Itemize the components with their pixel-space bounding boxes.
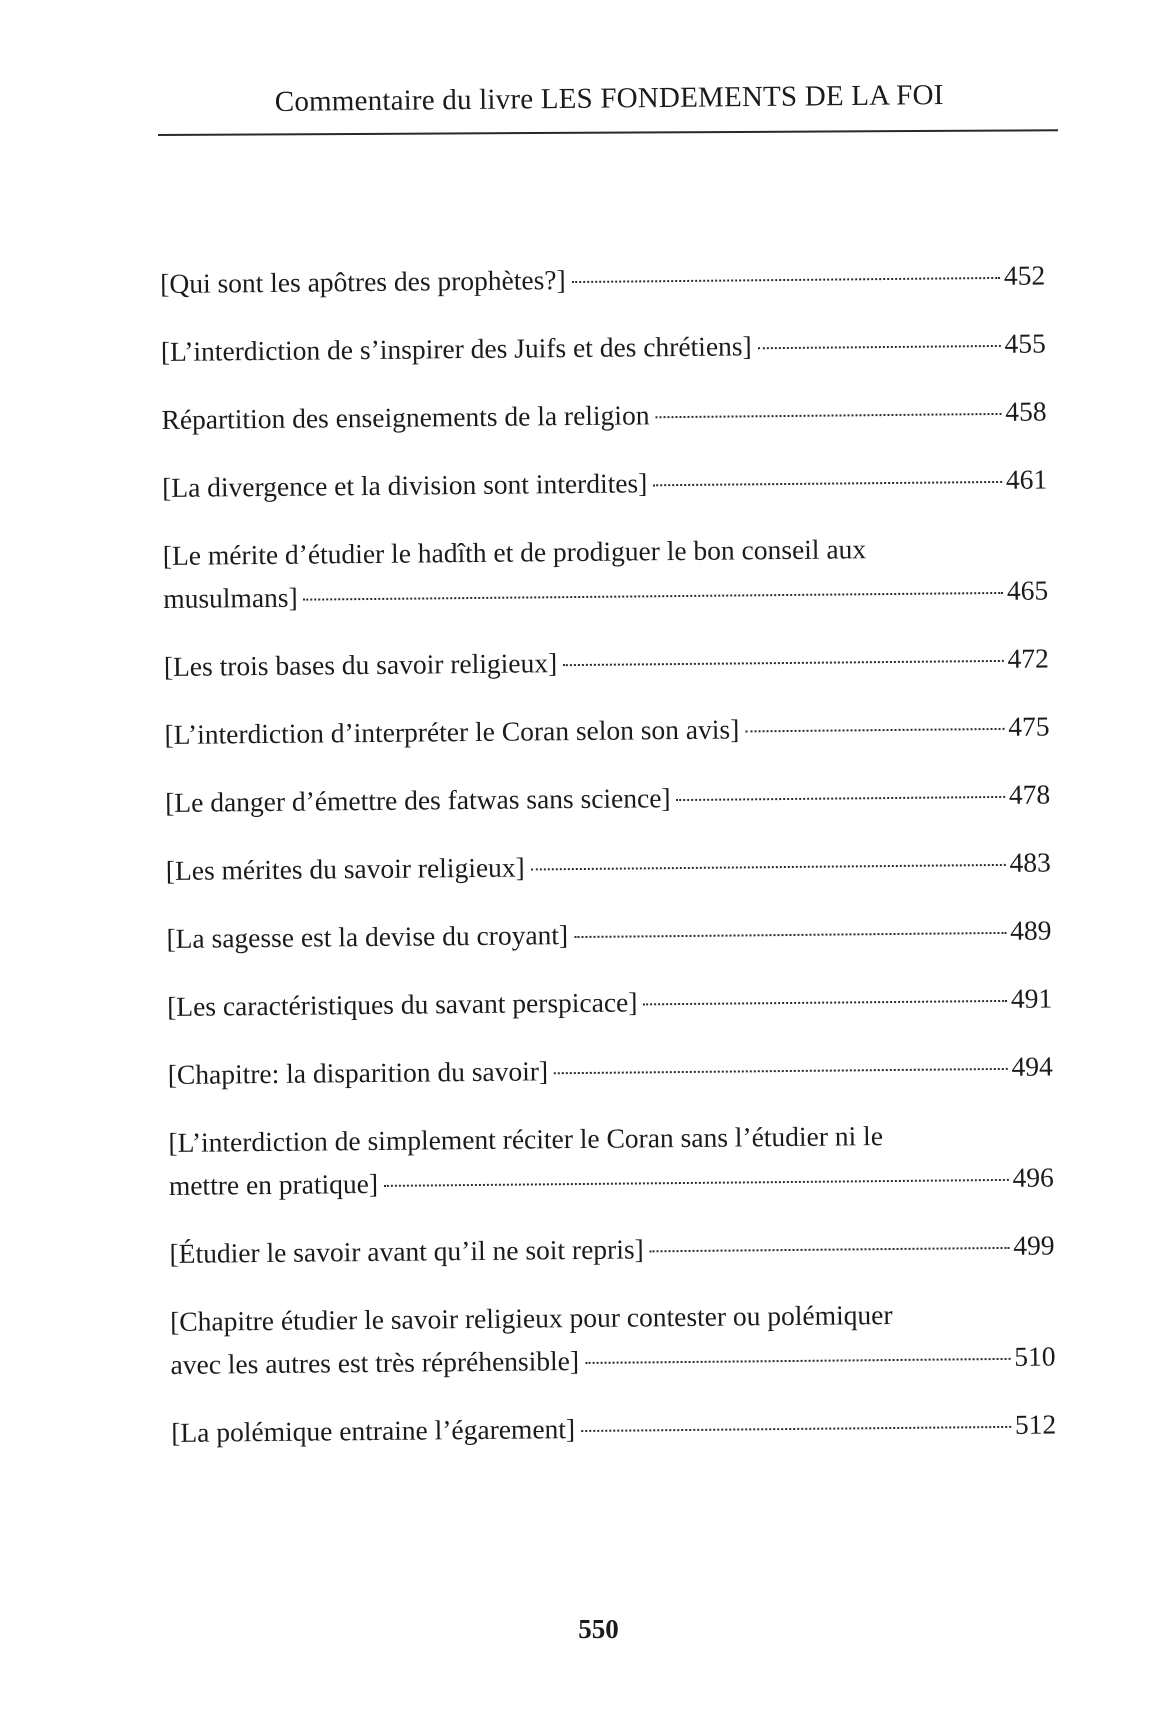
toc-page-number: 510 [1014,1340,1056,1372]
toc-page-number: 499 [1013,1229,1055,1261]
toc-entry [166,840,1051,891]
toc-entry [164,704,1049,755]
toc-entry-title: [L’interdiction de simplement réciter le Coran sans l’étudier ni le [168,1120,884,1158]
dot-leader [384,1179,1009,1187]
toc-entry [168,1044,1053,1095]
toc-entry-title: Répartition des enseignements de la religion [161,399,650,435]
toc-page-number: 483 [1009,846,1051,878]
toc-entry [165,772,1050,823]
toc-entry-title: [Les mérites du savoir religieux] [165,851,525,886]
toc-entry [166,908,1051,959]
toc-page-number: 472 [1007,642,1049,674]
toc-page-number: 496 [1012,1161,1054,1193]
toc-page-number: 478 [1008,778,1051,810]
toc-entry [162,457,1047,508]
dot-leader [758,345,1001,349]
dot-leader [304,592,1003,601]
dot-leader [572,277,1000,283]
dot-leader [563,660,1003,666]
toc-entry [169,1223,1054,1274]
toc-entry [161,389,1046,440]
dot-leader [677,796,1005,801]
toc-entry-title: [La sagesse est la devise du croyant] [166,919,569,954]
toc-entry-title: [Qui sont les apôtres des prophètes?] [160,264,566,299]
dot-leader [531,864,1006,871]
toc-page-number: 494 [1011,1050,1053,1082]
toc-entry [170,1291,1056,1385]
toc-entry-title: [Les trois bases du savoir religieux] [163,647,558,682]
toc-entry-title-continued: avec les autres est très répréhensible] [170,1345,580,1380]
dot-leader [554,1068,1007,1074]
toc-entry [161,322,1046,373]
toc-entry-title-continued: mettre en pratique] [168,1167,379,1201]
toc-page-number: 461 [1005,463,1048,495]
toc-page-number: 452 [1003,259,1046,291]
dot-leader [574,932,1006,938]
toc-page-number: 458 [1005,395,1047,427]
toc-page-number: 455 [1004,327,1046,359]
dot-leader [650,1247,1010,1252]
dot-leader [585,1358,1010,1364]
toc-entry-title: [La polémique entraine l’égarement] [171,1413,576,1448]
toc-entry-title: [L’interdiction d’interpréter le Coran selon son avis] [164,713,740,750]
toc-entry-title: [L’interdiction de s’inspirer des Juifs et des chrétiens] [160,330,752,367]
dot-leader [581,1426,1011,1432]
toc-page-number: 475 [1008,710,1050,742]
toc-entry-title: [La divergence et la division sont interdites] [162,467,648,503]
header-rule [158,129,1058,136]
toc-entry-title: [Étudier le savoir avant qu’il ne soit repris] [169,1233,644,1269]
toc-entry-title: [Chapitre: la disparition du savoir] [167,1055,549,1090]
toc-page-number: 512 [1014,1408,1057,1440]
toc-entry-title: [Le danger d’émettre des fatwas sans science] [165,782,671,818]
page-number: 550 [578,1614,619,1644]
toc-entry-title: [Chapitre étudier le savoir religieux pour contester ou polémiquer [170,1299,893,1337]
toc-entry-title: [Les caractéristiques du savant perspicace] [166,986,638,1022]
toc-entry [160,254,1045,305]
toc-page-number: 491 [1010,982,1053,1014]
dot-leader [643,1000,1006,1005]
toc-page-number: 465 [1006,574,1049,606]
toc-entry [164,636,1049,687]
dot-leader [653,481,1002,486]
table-of-contents [160,254,1056,1454]
running-header: Commentaire du livre LES FONDEMENTS DE LA FOI [274,78,944,119]
toc-page-number: 489 [1010,914,1052,946]
toc-entry [171,1402,1056,1453]
toc-entry [167,976,1052,1027]
dot-leader [656,413,1002,418]
toc-entry-title: [Le mérite d’étudier le hadîth et de prodiguer le bon conseil aux [162,533,867,571]
toc-entry [168,1112,1054,1206]
toc-entry [163,525,1049,619]
toc-entry-title-continued: musulmans] [163,581,298,614]
dot-leader [745,728,1004,732]
